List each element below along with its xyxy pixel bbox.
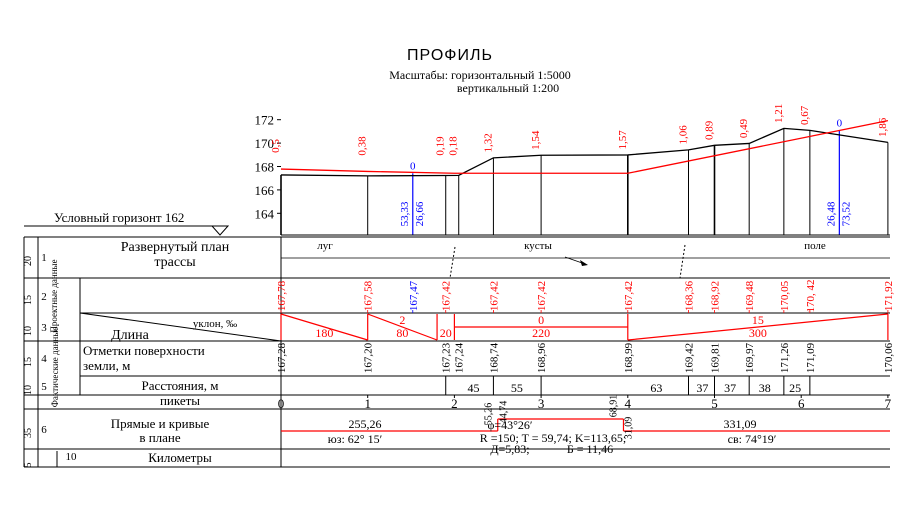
working-mark-label: 0,89 <box>703 120 716 140</box>
picket-label: 6 <box>797 396 805 411</box>
y-tick-label: 168 <box>254 159 274 175</box>
curve-start-pk-before: 55,26 <box>483 402 495 426</box>
design-mark-value: 169,48 <box>744 280 757 312</box>
km-row-label: Километры <box>148 450 212 465</box>
working-mark-label: 0,5 <box>270 139 282 153</box>
row-height-label: 35 <box>23 428 34 438</box>
distance-value: 55 <box>510 381 523 395</box>
working-mark-label: 0,18 <box>447 136 460 156</box>
length-label: Длина <box>111 328 149 343</box>
design-mark-value: 167,42 <box>622 280 635 312</box>
picket-label: 0 <box>277 396 285 411</box>
row-height-label: 10 <box>23 385 34 395</box>
straight-right-direction: св: 74°19′ <box>727 432 777 446</box>
picket-label: 5 <box>711 396 718 411</box>
design-data-group-label: Проектные данные <box>49 259 59 333</box>
picket-label: 4 <box>624 396 632 411</box>
ground-mark-value: 170,06 <box>882 342 895 374</box>
plan-landuse-label: поле <box>804 240 826 252</box>
design-mark-value: 167,42 <box>488 280 501 312</box>
distance-value: 37 <box>724 381 737 395</box>
ground-label-line2: земли, м <box>83 358 131 373</box>
distance-value: 38 <box>758 381 771 395</box>
design-mark-value: 167,42 <box>440 280 453 312</box>
working-mark-label: 0,67 <box>798 105 811 125</box>
row-height-label: 15 <box>23 295 34 305</box>
straight-left-length: 255,26 <box>348 417 382 431</box>
row-number-label: 5 <box>41 381 47 393</box>
working-mark-label: 1,21 <box>772 103 785 123</box>
design-mark-value: 167,58 <box>362 280 375 312</box>
curve-params-1: R =150; T = 59,74; K=113,65; <box>479 431 627 445</box>
working-mark-label: 1,86 <box>876 117 889 138</box>
working-mark-label: 1,54 <box>530 130 543 150</box>
curve-end-pk-before: 68,91 <box>608 394 620 418</box>
distance-row-label: Расстояния, м <box>141 378 219 393</box>
design-mark-value: 167,47 <box>407 280 420 312</box>
y-tick-label: 170 <box>254 136 274 152</box>
horizontal-scale-label: Масштабы: горизонтальный 1:5000 <box>389 68 571 82</box>
plan-boundary <box>450 247 455 278</box>
working-mark-label: 0,38 <box>356 136 369 156</box>
row-number-label: 1 <box>41 252 47 264</box>
row-height-label: 15 <box>23 357 34 367</box>
ground-label-line1: Отметки поверхности <box>83 343 205 358</box>
zero-point-distance-left: 26,48 <box>825 201 838 227</box>
straight-right-length: 331,09 <box>723 417 757 431</box>
datum-marker <box>24 210 890 235</box>
plan-label-line1: Развернутый план <box>120 240 230 255</box>
row-number-label: 6 <box>41 424 47 436</box>
design-mark-value: 167,78 <box>276 280 288 312</box>
vertical-scale-label: вертикальный 1:200 <box>456 81 560 95</box>
grade-value: 0 <box>538 313 545 327</box>
picket-label: 3 <box>537 396 545 411</box>
curves-label-line1: Прямые и кривые <box>110 416 210 431</box>
zero-point-distance-right: 26,66 <box>413 201 426 227</box>
ground-mark-value: 168,96 <box>536 342 549 374</box>
ground-mark-value: 167,20 <box>362 342 375 374</box>
design-mark-value: 171,92 <box>882 280 895 312</box>
grade-value: 15 <box>751 313 764 327</box>
ground-line <box>281 128 888 176</box>
length-value: 220 <box>532 326 551 340</box>
datum-label: Условный горизонт 162 <box>54 210 185 225</box>
curve-start-pk-after: 44,74 <box>498 400 510 424</box>
curve-angle: φ=43°26′ <box>487 418 533 432</box>
length-value: 300 <box>748 326 767 340</box>
ground-mark-value: 167,28 <box>276 342 288 374</box>
working-mark-label: 1,57 <box>616 130 629 150</box>
row-number-label: 3 <box>41 322 47 334</box>
ground-mark-value: 171,09 <box>804 342 817 374</box>
design-mark-value: 168,36 <box>683 280 696 312</box>
plan-landuse-label: кусты <box>524 240 552 252</box>
length-value: 180 <box>315 326 334 340</box>
y-tick-label: 172 <box>254 112 274 128</box>
ground-mark-value: 171,26 <box>778 342 791 374</box>
profile-table <box>23 237 895 468</box>
ground-mark-value: 167,24 <box>453 342 466 374</box>
design-mark-value: 170,05 <box>778 280 791 312</box>
curves-label-line2: в плане <box>139 430 181 445</box>
profile-chart <box>255 104 889 235</box>
distance-value: 45 <box>467 381 480 395</box>
design-line <box>281 121 888 174</box>
curve-params-2: Д=5,83; <box>490 442 530 456</box>
design-mark-value: 167,42 <box>536 280 549 312</box>
curve-end-pk-after: 31,09 <box>623 416 635 440</box>
row-height-label: 10 <box>23 326 34 336</box>
length-value: 20 <box>439 326 452 340</box>
row-height-label: 5 <box>23 462 34 468</box>
datum-triangle-icon <box>212 226 228 235</box>
design-mark-value: 168,92 <box>709 280 722 312</box>
zero-point-label: 0 <box>410 160 416 173</box>
distance-value: 63 <box>650 381 663 395</box>
row-height-label: 20 <box>23 256 34 266</box>
zero-point-distance-left: 53,33 <box>398 201 411 227</box>
y-tick-label: 164 <box>254 206 274 222</box>
working-mark-label: 1,32 <box>482 133 495 153</box>
picket-label: 2 <box>451 396 458 411</box>
picket-row-label: пикеты <box>159 393 201 408</box>
row-number-label: 2 <box>41 291 47 303</box>
ground-mark-value: 168,74 <box>488 342 501 374</box>
curve-params-3: Б = 11,46 <box>566 442 614 456</box>
row-width-label: 10 <box>65 451 77 463</box>
working-mark-label: 0,19 <box>434 136 447 156</box>
row-number-label: 4 <box>41 353 47 365</box>
zero-point-label: 0 <box>836 117 843 130</box>
ground-mark-value: 168,99 <box>622 342 635 374</box>
ground-mark-value: 169,97 <box>744 342 757 374</box>
grade-value: 2 <box>399 313 406 327</box>
y-tick-label: 166 <box>254 182 274 198</box>
picket-label: 7 <box>884 396 892 411</box>
plan-landuse-label: луг <box>317 240 333 252</box>
length-value: 80 <box>396 326 409 340</box>
page-title: ПРОФИЛЬ <box>407 47 493 64</box>
zero-point-distance-right: 73,52 <box>840 201 853 227</box>
ground-mark-value: 169,42 <box>683 342 696 374</box>
picket-label: 1 <box>364 396 371 411</box>
plan-label-line2: трассы <box>154 255 196 270</box>
distance-value: 37 <box>696 381 709 395</box>
plan-arrow-head <box>580 260 588 266</box>
working-mark-label: 1,06 <box>677 125 690 145</box>
working-mark-label: 0,49 <box>738 118 751 139</box>
ground-mark-value: 167,23 <box>440 342 453 374</box>
plan-boundary <box>680 245 685 278</box>
distance-value: 25 <box>789 381 802 395</box>
actual-data-group-label: Фактические данные <box>50 326 60 408</box>
straight-left-direction: юз: 62° 15′ <box>327 432 383 446</box>
design-mark-value: 170, 42 <box>804 279 817 313</box>
grade-label: уклон, ‰ <box>192 318 238 330</box>
ground-mark-value: 169,81 <box>709 342 722 374</box>
